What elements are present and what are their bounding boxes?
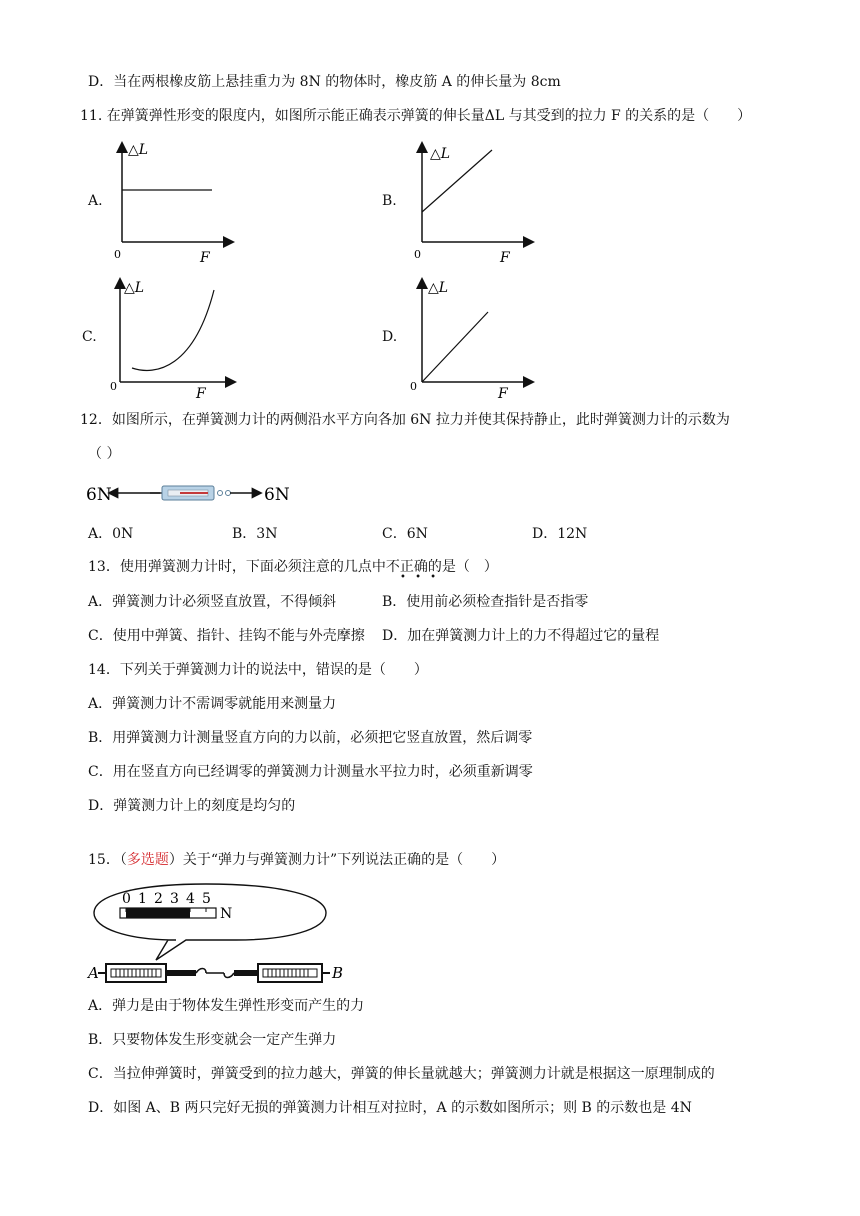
q15-multi-choice-tag: 多选题 [126,852,169,868]
q12-option-b: B．3N [232,526,278,542]
q11-label-b: B. [382,193,397,209]
x-axis-label: F [500,250,510,266]
q11-graph-d [408,272,538,402]
scale-tick-label: 1 [138,891,147,907]
q13-option-a: A．弹簧测力计必须竖直放置，不得倾斜 [88,594,337,610]
scale-unit-label: N [220,906,233,922]
q12-option-d: D．12N [532,526,588,542]
left-force-label: 6N [86,485,112,505]
origin-label: 0 [414,248,421,261]
graph-curve [132,290,214,370]
q13-emphasis-dots: • • • [400,572,440,583]
graph-line [422,312,488,382]
x-axis-label: F [200,250,210,266]
q11-graph-b [408,138,538,268]
scale-tick-label: 5 [202,891,211,907]
q12-option-a: A．0N [88,526,134,542]
q15-option-a: A．弹力是由于物体发生弹性形变而产生的力 [88,998,365,1014]
q13-option-d: D．加在弹簧测力计上的力不得超过它的量程 [382,628,660,644]
q12-spring-scale-figure [84,478,304,508]
scale-tick-label: 4 [186,891,195,907]
q11-label-c: C. [82,329,97,345]
label-a: A [88,964,99,982]
q12-option-c: C．6N [382,526,428,542]
x-axis-label: F [498,386,508,402]
x-axis-label: F [196,386,206,402]
q15-option-d: D．如图 A、B 两只完好无损的弹簧测力计相互对拉时，A 的示数如图所示；则 B 的示数也是 4N [88,1100,692,1116]
scale-tick-label: 2 [154,891,163,907]
q15-option-c: C．当拉伸弹簧时，弹簧受到的拉力越大，弹簧的伸长量就越大；弹簧测力计就是根据这一原理制成的 [88,1066,715,1082]
y-axis-label: △L [124,280,145,296]
q15-option-b: B．只要物体发生形变就会一定产生弹力 [88,1032,337,1048]
q12-stem: 12．如图所示，在弹簧测力计的两侧沿水平方向各加 6N 拉力并使其保持静止，此时弹簧测力计的示数为 [80,412,730,428]
q15-stem-text: ）关于“弹力与弹簧测力计”下列说法正确的是（ ） [168,852,506,868]
q11-stem: 11. 在弹簧弹性形变的限度内，如图所示能正确表示弹簧的伸长量ΔL 与其受到的拉力 F 的关系的是（ ） [80,108,752,124]
q14-stem: 14．下列关于弹簧测力计的说法中，错误的是（ ） [88,662,428,678]
origin-label: 0 [410,380,417,393]
q15-stem [88,850,505,870]
q14-option-b: B．用弹簧测力计测量竖直方向的力以前，必须把它竖直放置，然后调零 [88,730,533,746]
y-axis-label: △L [428,280,449,296]
origin-label: 0 [110,380,117,393]
q13-stem: 13．使用弹簧测力计时，下面必须注意的几点中不正确的是（ ） [88,559,498,575]
q14-option-c: C．用在竖直方向已经调零的弹簧测力计测量水平拉力时，必须重新调零 [88,764,533,780]
q12-stem-paren: （ ） [88,446,121,462]
origin-label: 0 [114,248,121,261]
right-force-label: 6N [264,485,290,505]
q11-label-a: A. [88,193,103,209]
scale-tick-label: 3 [170,891,179,907]
q13-option-b: B．使用前必须检查指针是否指零 [382,594,589,610]
scale-tick-label: 0 [122,891,131,907]
y-axis-label: △L [430,146,451,162]
q15-number: 15．（ [88,852,127,868]
q15-spring-scales-figure [86,878,356,990]
q11-label-d: D. [382,329,398,345]
q10-option-d: D．当在两根橡皮筋上悬挂重力为 8N 的物体时，橡皮筋 A 的伸长量为 8cm [88,74,561,90]
q11-graph-c [106,272,241,402]
q14-option-a: A．弹簧测力计不需调零就能用来测量力 [88,696,337,712]
q11-graph-a [108,138,238,268]
label-b: B [332,964,344,982]
q14-option-d: D．弹簧测力计上的刻度是均匀的 [88,798,296,814]
q13-option-c: C．使用中弹簧、指针、挂钩不能与外壳摩擦 [88,628,365,644]
y-axis-label: △L [128,142,149,158]
